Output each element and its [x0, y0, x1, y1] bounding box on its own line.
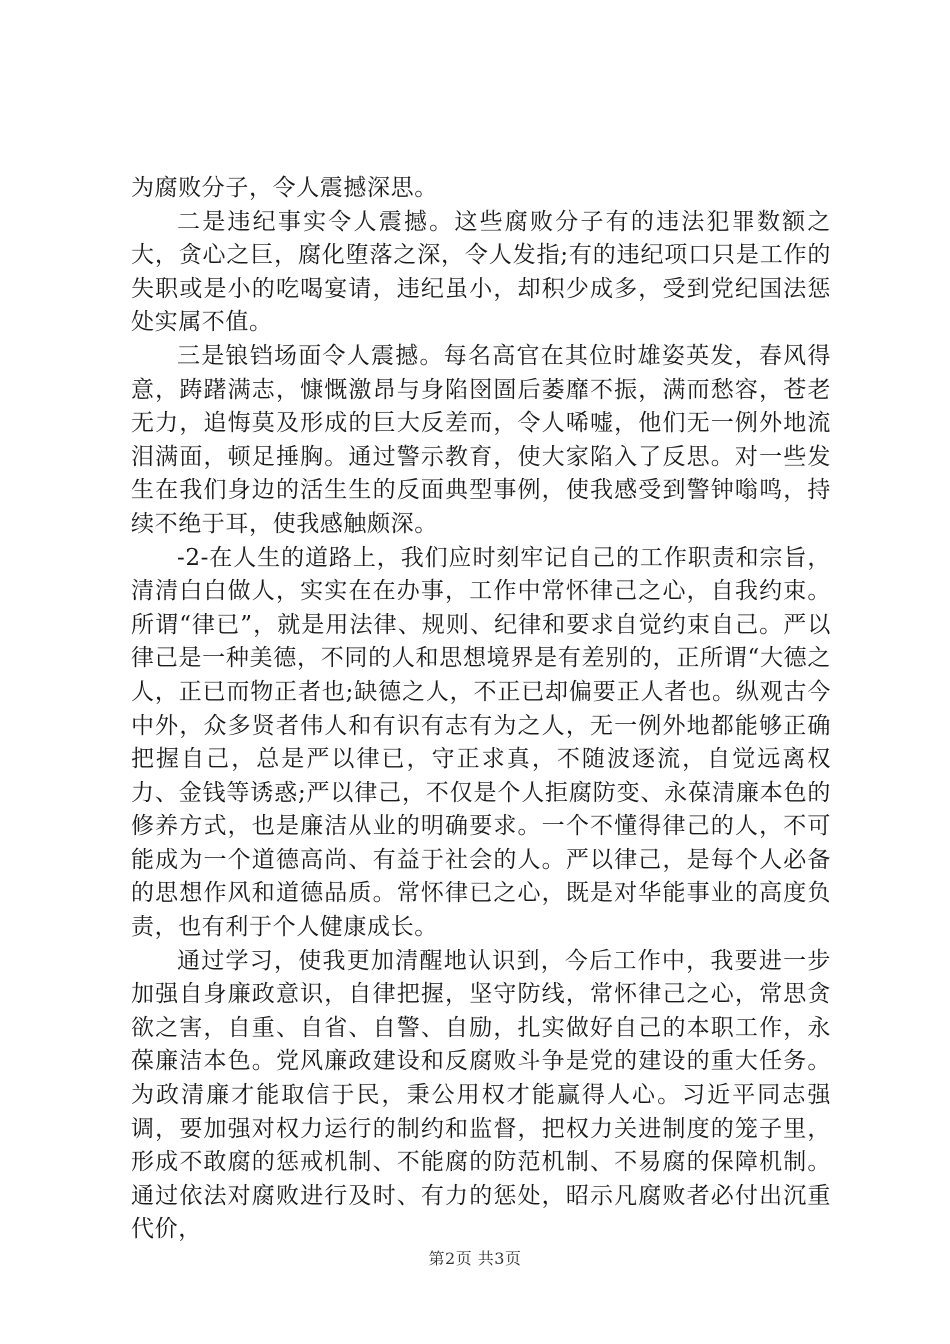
page-footer: 第2页 共3页 [428, 1249, 522, 1268]
paragraph-conclusion: 通过学习，使我更加清醒地认识到，今后工作中，我要进一步加强自身廉政意识，自律把握，坚守防线，常怀律己之心，常思贪欲之害，自重、自省、自警、自励，扎实做好自己的本职工作，永葆廉洁本色。党风廉政建设和反腐败斗争是党的建设的重大任务。为政清廉才能取信于民，秉公用权才能赢得人心。习近平同志强调，要加强对权力运行的制约和监督，把权力关进制度的笼子里，形成不敢腐的惩戒机制、不能腐的防范机制、不易腐的保障机制。通过依法对腐败进行及时、有力的惩处，昭示凡腐败者必付出沉重代价， [131, 947, 831, 1243]
paragraph-continuation: 为腐败分子，令人震撼深思。 [131, 175, 438, 201]
document-body [131, 172, 831, 1247]
paragraph-self-discipline: -2-在人生的道路上，我们应时刻牢记自己的工作职责和宗旨，清清白白做人，实实在在办事，工作中常怀律己之心，自我约束。所谓“律已”，就是用法律、规则、纪律和要求自觉约束自己。严以律己是一种美德，不同的人和思想境界是有差别的，正所谓“大德之人，正已而物正者也;缺德之人，不正已却偏要正人者也。纵观古今中外，众多贤者伟人和有识有志有为之人，无一例外地都能够正确把握自己，总是严以律已，守正求真，不随波逐流，自觉远离权力、金钱等诱惑;严以律己，不仅是个人拒腐防变、永葆清廉本色的修养方式，也是廉洁从业的明确要求。一个不懂得律己的人，不可能成为一个道德高尚、有益于社会的人。严以律己，是每个人必备的思想作风和道德品质。常怀律已之心，既是对华能事业的高度负责，也有利于个人健康成长。 [131, 544, 831, 941]
paragraph-point-two: 二是违纪事实令人震撼。这些腐败分子有的违法犯罪数额之大，贪心之巨，腐化堕落之深，令人发指;有的违纪项口只是工作的失职或是小的吃喝宴请，违纪虽小，却积少成多，受到党纪国法惩处实属不值。 [131, 208, 831, 336]
paragraph-point-three: 三是锒铛场面令人震撼。每名高官在其位时雄姿英发，春风得意，踌躇满志，慷慨激昂与身陷囹圄后萎靡不振，满而愁容，苍老无力，追悔莫及形成的巨大反差而，令人唏嘘，他们无一例外地流泪满面，顿足捶胸。通过警示教育，使大家陷入了反思。对一些发生在我们身边的活生生的反面典型事例，使我感受到警钟嗡鸣，持续不绝于耳，使我感触颇深。 [131, 342, 831, 537]
